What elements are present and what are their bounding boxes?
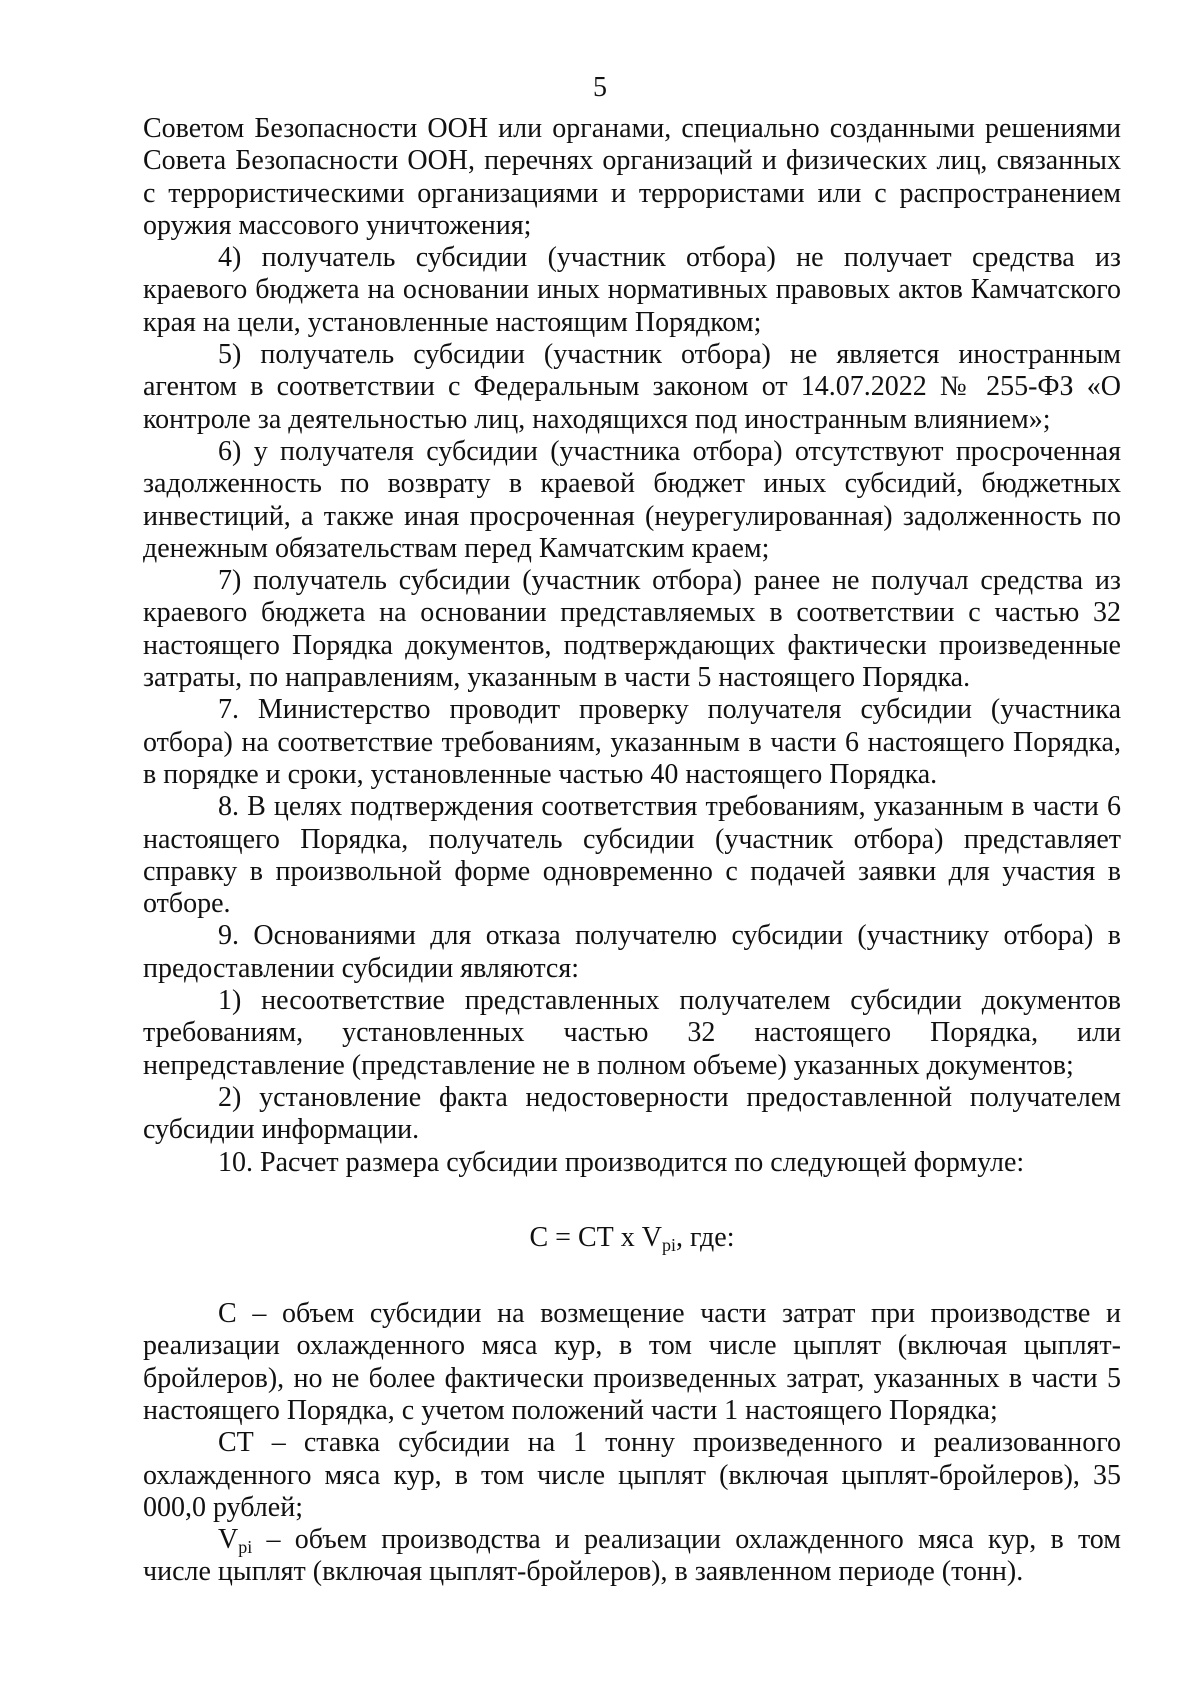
paragraph-item-4: 4) получатель субсидии (участник отбора) не получает средства из краевого бюджета на основании иных нормативных правовых актов Камчатского края на цели, установленные настоящим Порядком;: [143, 242, 1121, 338]
subsidy-formula: [143, 1222, 1121, 1254]
paragraph-item-7: 7) получатель субсидии (участник отбора) ранее не получал средства из краевого бюджета на основании представляемых в соответствии с частью 32 настоящего Порядка документов, подтверждающих фактически произведенные затраты, по направлениям, указанным в части 5 настоящего Порядка.: [143, 565, 1121, 694]
paragraph-section-9: 9. Основаниями для отказа получателю субсидии (участнику отбора) в предоставлении субсидии являются:: [143, 920, 1121, 984]
vpi-text: – объем производства и реализации охлажденного мяса кур, в том числе цыплят (включая цыплят-бройлеров), в заявленном периоде (тонн).: [143, 1524, 1121, 1588]
paragraph-section-7: 7. Министерство проводит проверку получателя субсидии (участника отбора) на соответствие требованиям, указанным в части 6 настоящего Порядка, в порядке и сроки, установленные частью 40 настоящего Порядка.: [143, 694, 1121, 790]
definition-c: С – объем субсидии на возмещение части затрат при производстве и реализации охлажденного мяса кур, в том числе цыплят (включая цыплят-бройлеров), но не более фактически произведенных затрат, указанных в части 5 настоящего Порядка, с учетом положений части 1 настоящего Порядка;: [143, 1298, 1121, 1426]
formula-tail: , где:: [675, 1221, 735, 1253]
paragraph-item-5: 5) получатель субсидии (участник отбора) не является иностранным агентом в соответствии с Федеральным законом от 14.07.2022 № 255-ФЗ «О контроле за деятельностью лиц, находящихся под иностранным влиянием»;: [143, 339, 1121, 435]
formula-main: С = СТ х V: [529, 1221, 662, 1253]
paragraph-section-9-item-2: 2) установление факта недостоверности предоставленной получателем субсидии информации.: [143, 1081, 1121, 1146]
definition-vpi: [143, 1524, 1121, 1589]
document-body: [143, 113, 1121, 1589]
paragraph-item-6: 6) у получателя субсидии (участника отбора) отсутствуют просроченная задолженность по возврату в краевой бюджет иных субсидий, бюджетных инвестиций, а также иная просроченная (неурегулированная) задолженность по денежным обязательствам перед Камчатским краем;: [143, 435, 1121, 564]
formula-subscript: pi: [661, 1234, 676, 1255]
paragraph-section-8: 8. В целях подтверждения соответствия требованиям, указанным в части 6 настоящего Порядка, получатель субсидии (участник отбора) представляет справку в произвольной форме одновременно с подачей заявки для участия в отборе.: [143, 791, 1121, 920]
paragraph-section-9-item-1: 1) несоответствие представленных получателем субсидии документов требованиям, установленных частью 32 настоящего Порядка, или непредставление (представление не в полном объеме) указанных документов;: [143, 985, 1121, 1081]
definition-ct: СТ – ставка субсидии на 1 тонну произведенного и реализованного охлажденного мяса кур, в том числе цыплят (включая цыплят-бройлеров), 35 000,0 рублей;: [143, 1427, 1121, 1523]
vpi-symbol: V: [218, 1524, 239, 1556]
vpi-subscript: pi: [238, 1537, 253, 1558]
paragraph-section-10: 10. Расчет размера субсидии производится по следующей формуле:: [218, 1146, 1025, 1178]
paragraph-continuation: Советом Безопасности ООН или органами, специально созданными решениями Совета Безопасности ООН, перечнях организаций и физических лиц, связанных с террористическими организациями и террористами или с распространением оружия массового уничтожения;: [143, 113, 1121, 241]
page-number: 5: [593, 72, 607, 103]
